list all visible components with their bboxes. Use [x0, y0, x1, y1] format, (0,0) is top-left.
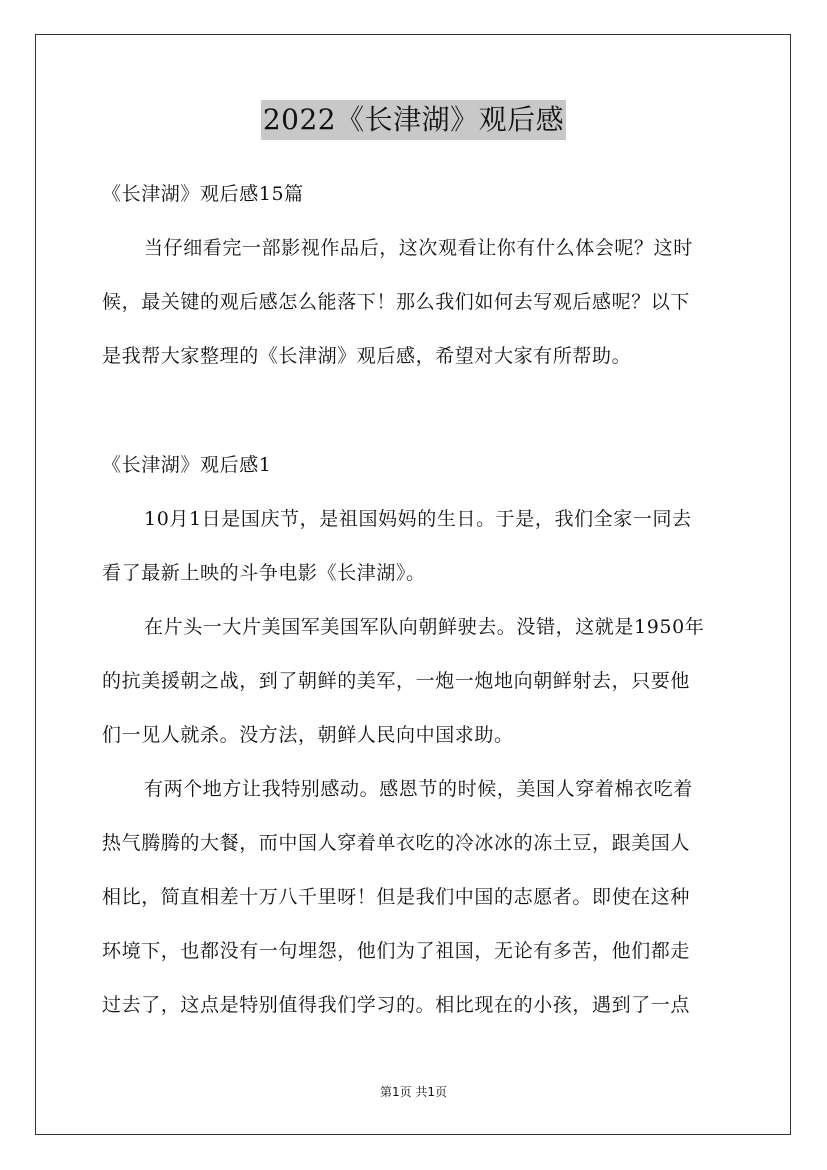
body-line: 热气腾腾的大餐，而中国人穿着单衣吃的冷冰冰的冻土豆，跟美国人 [102, 832, 691, 854]
body-line: 环境下，也都没有一句埋怨，他们为了祖国，无论有多苦，他们都走 [102, 940, 691, 962]
body-line: 的抗美援朝之战，到了朝鲜的美军，一炮一炮地向朝鲜射去，只要他 [102, 670, 691, 692]
intro-line: 候，最关键的观后感怎么能落下！那么我们如何去写观后感呢？以下 [102, 291, 691, 313]
body-line: 过去了，这点是特别值得我们学习的。相比现在的小孩，遇到了一点 [102, 994, 691, 1016]
body-line: 们一见人就杀。没方法，朝鲜人民向中国求助。 [102, 724, 514, 746]
page-number: 第1页 共1页 [379, 1085, 448, 1099]
body-line: 有两个地方让我特别感动。感恩节的时候，美国人穿着棉衣吃着 [144, 778, 693, 800]
document-subtitle: 《长津湖》观后感15篇 [102, 183, 304, 205]
document-title: 2022《长津湖》观后感 [261, 100, 566, 140]
title-container [0, 100, 827, 140]
body-line: 看了最新上映的斗争电影《长津湖》。 [102, 562, 426, 584]
body-line: 相比，简直相差十万八千里呀！但是我们中国的志愿者。即使在这种 [102, 886, 691, 908]
intro-line: 当仔细看完一部影视作品后，这次观看让你有什么体会呢？这时 [144, 237, 693, 259]
body-line: 10月1日是国庆节，是祖国妈妈的生日。于是，我们全家一同去 [144, 508, 692, 530]
body-line: 在片头一大片美国军美国军队向朝鲜驶去。没错，这就是1950年 [144, 616, 705, 638]
section-heading: 《长津湖》观后感1 [102, 454, 272, 476]
intro-line: 是我帮大家整理的《长津湖》观后感，希望对大家有所帮助。 [102, 345, 632, 367]
